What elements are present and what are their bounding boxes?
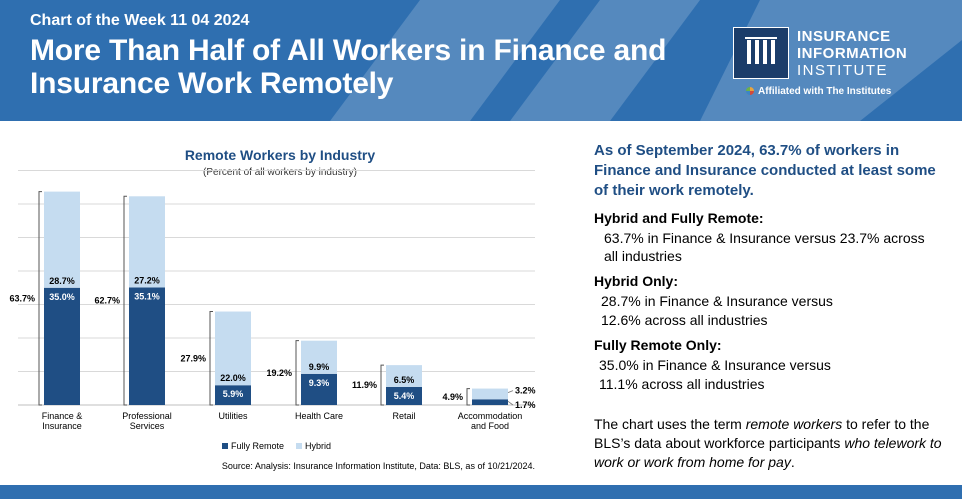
panel-heading-hybrid-fully-remote: Hybrid and Fully Remote: (594, 210, 764, 226)
bar-hybrid (472, 389, 508, 400)
institutes-icon (746, 87, 754, 95)
category-labels (42, 411, 523, 431)
legend (222, 441, 331, 451)
page-title (30, 34, 710, 100)
bar-fully-remote (472, 399, 508, 405)
hybrid-leader (508, 391, 513, 393)
total-bracket (296, 341, 299, 405)
category-label: Retail (392, 411, 416, 421)
category-label: Accommodation and Food (457, 411, 523, 431)
hybrid-label: 22.0% (220, 373, 246, 384)
logo-text-1: INSURANCE (797, 28, 891, 45)
fully-remote-label: 1.7% (515, 400, 536, 410)
affiliation (746, 86, 891, 97)
panel-heading-hybrid-only: Hybrid Only: (594, 273, 679, 289)
legend-swatch-fully-remote (222, 443, 228, 449)
total-label: 11.9% (351, 380, 377, 391)
header-banner (0, 0, 962, 121)
chart-source: Source: Analysis: Insurance Information Institute, Data: BLS, as of 10/21/2024. (221, 461, 535, 471)
fully-remote-label: 35.0% (49, 291, 75, 302)
title-line-1: More Than Half of All Workers in Finance and (30, 34, 667, 67)
fully-remote-label: 35.1% (134, 291, 160, 302)
total-label: 62.7% (94, 295, 120, 306)
total-bracket (124, 196, 127, 405)
panel-text-hybrid-fully-remote-1: 63.7% in Finance & Insurance versus 23.7% across (604, 230, 925, 246)
total-bracket (210, 312, 213, 405)
total-label: 4.9% (442, 391, 463, 402)
hybrid-label: 6.5% (393, 374, 415, 385)
legend-label-fully-remote: Fully Remote (231, 441, 285, 451)
logo-mark (733, 27, 789, 79)
panel-text-fully-remote-2: 11.1% across all industries (599, 376, 765, 392)
panel-headline: As of September 2024, 63.7% of workers in Finance and Insurance conducted at least some of their work remotely. (594, 142, 936, 199)
category-label: Finance & Insurance (41, 411, 83, 431)
note-text-2: to refer to the BLS’s data about workforce participants (594, 416, 930, 451)
hybrid-label: 9.9% (308, 361, 330, 372)
panel-text-hybrid-only-1: 28.7% in Finance & Insurance versus (601, 293, 833, 309)
hybrid-label: 28.7% (49, 275, 75, 286)
note-emphasis-1: remote workers (745, 416, 843, 432)
category-label: Health Care (294, 411, 344, 421)
bar-hybrid (129, 196, 165, 287)
hybrid-label: 27.2% (134, 275, 160, 286)
remote-workers-chart (0, 130, 560, 475)
data-labels (9, 275, 535, 410)
total-bracket (39, 192, 42, 405)
bar-fully-remote (129, 287, 165, 405)
chart-title: Remote Workers by Industry (184, 147, 376, 163)
chart-subtitle: (Percent of all workers by industry) (203, 167, 357, 178)
fully-remote-leader (508, 401, 513, 405)
legend-swatch-hybrid (296, 443, 302, 449)
category-label: Professional Services (122, 411, 172, 431)
affiliation-text: Affiliated with The Institutes (758, 86, 892, 97)
fully-remote-label: 5.9% (222, 389, 244, 400)
panel-text-hybrid-fully-remote-2: all industries (604, 248, 682, 264)
note-emphasis-2: who telework to work or work from home for pay (594, 435, 942, 470)
fully-remote-label: 9.3% (308, 377, 330, 388)
chart-of-week-label: Chart of the Week 11 04 2024 (30, 12, 250, 29)
title-line-2: Insurance Work Remotely (30, 67, 394, 100)
total-label: 63.7% (9, 293, 35, 304)
total-label: 27.9% (180, 353, 206, 364)
panel-text-fully-remote-1: 35.0% in Finance & Insurance versus (599, 357, 831, 373)
fully-remote-label: 5.4% (393, 390, 415, 401)
total-bracket (467, 389, 470, 405)
panel-note (594, 415, 944, 472)
bar-hybrid (44, 192, 80, 288)
logo-text-2: INFORMATION (797, 45, 908, 62)
panel-text-hybrid-only-2: 12.6% across all industries (601, 312, 768, 328)
note-text-3: . (790, 454, 795, 470)
hybrid-label: 3.2% (515, 385, 536, 396)
logo-icon (734, 28, 788, 78)
logo-text-3: INSTITUTE (797, 62, 888, 79)
category-label: Utilities (218, 411, 248, 421)
panel-heading-fully-remote: Fully Remote Only: (594, 337, 722, 353)
legend-label-hybrid: Hybrid (305, 441, 332, 451)
note-text-1: The chart uses the term (594, 416, 746, 432)
total-label: 19.2% (266, 367, 292, 378)
bar-fully-remote (44, 288, 80, 405)
footer-bar (0, 485, 962, 499)
